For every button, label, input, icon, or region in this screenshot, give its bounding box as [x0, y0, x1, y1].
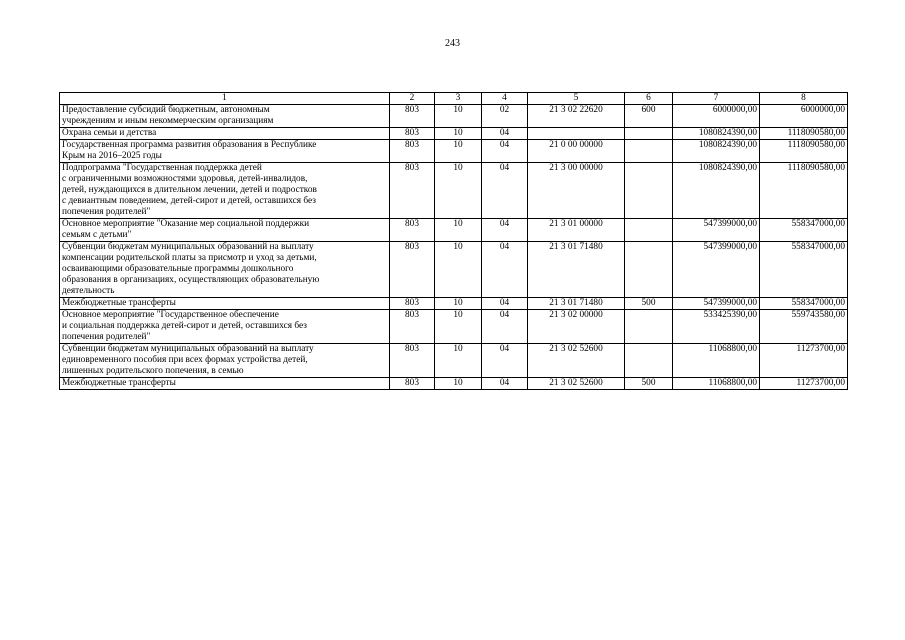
table-row [60, 140, 848, 163]
row-target-article: 21 3 00 00000 [528, 163, 625, 219]
column-header: 7 [673, 93, 760, 105]
row-amount-col7: 1080824390,00 [673, 140, 760, 163]
column-header: 4 [482, 93, 528, 105]
table-header-row [60, 93, 848, 105]
row-amount-col7: 533425390,00 [673, 310, 760, 344]
row-name: Охрана семьи и детства [60, 128, 390, 140]
row-amount-col8: 558347000,00 [760, 242, 848, 298]
row-ministry-code: 803 [390, 298, 435, 310]
row-subsection: 04 [482, 128, 528, 140]
row-section: 10 [435, 344, 482, 378]
row-amount-col8: 558347000,00 [760, 219, 848, 242]
row-section: 10 [435, 378, 482, 390]
row-section: 10 [435, 298, 482, 310]
table-row [60, 128, 848, 140]
row-expense-type [625, 310, 673, 344]
row-target-article: 21 3 02 52600 [528, 378, 625, 390]
table-row [60, 378, 848, 390]
row-name: Государственная программа развития образования в Республике Крым на 2016–2025 годы [60, 140, 390, 163]
row-ministry-code: 803 [390, 128, 435, 140]
row-amount-col8: 559743580,00 [760, 310, 848, 344]
row-target-article: 21 3 01 71480 [528, 298, 625, 310]
row-section: 10 [435, 128, 482, 140]
row-name: Межбюджетные трансферты [60, 378, 390, 390]
row-amount-col8: 11273700,00 [760, 344, 848, 378]
row-section: 10 [435, 140, 482, 163]
column-header: 2 [390, 93, 435, 105]
row-amount-col7: 547399000,00 [673, 219, 760, 242]
row-section: 10 [435, 105, 482, 128]
row-subsection: 04 [482, 344, 528, 378]
row-amount-col7: 1080824390,00 [673, 163, 760, 219]
column-header: 6 [625, 93, 673, 105]
budget-table [59, 92, 848, 390]
column-header: 3 [435, 93, 482, 105]
row-amount-col7: 11068800,00 [673, 378, 760, 390]
row-name: Субвенции бюджетам муниципальных образований на выплату компенсации родительской платы за присмотр и уход за детьми, осваивающими образовательные программы дошкольного образования в организациях, осуществляющих образовательную деятельность [60, 242, 390, 298]
row-section: 10 [435, 310, 482, 344]
row-target-article: 21 3 02 00000 [528, 310, 625, 344]
row-section: 10 [435, 242, 482, 298]
row-subsection: 04 [482, 242, 528, 298]
row-amount-col7: 6000000,00 [673, 105, 760, 128]
row-subsection: 04 [482, 219, 528, 242]
row-name: Предоставление субсидий бюджетным, автономным учреждениям и иным некоммерческим организациям [60, 105, 390, 128]
row-ministry-code: 803 [390, 242, 435, 298]
row-amount-col7: 547399000,00 [673, 298, 760, 310]
row-target-article: 21 0 00 00000 [528, 140, 625, 163]
table-row [60, 298, 848, 310]
row-expense-type: 500 [625, 378, 673, 390]
table-row [60, 242, 848, 298]
row-ministry-code: 803 [390, 163, 435, 219]
row-expense-type [625, 344, 673, 378]
row-name: Основное мероприятие "Государственное обеспечение и социальная поддержка детей-сирот и детей, оставшихся без попечения родителей" [60, 310, 390, 344]
row-name: Подпрограмма "Государственная поддержка детей с ограниченными возможностями здоровья, детей-инвалидов, детей, нуждающихся в длительном лечении, детей и подростков с девиантным поведением, детей-сирот и детей, оставшихся без попечения родителей" [60, 163, 390, 219]
row-amount-col7: 1080824390,00 [673, 128, 760, 140]
column-header: 1 [60, 93, 390, 105]
row-amount-col8: 1118090580,00 [760, 140, 848, 163]
row-ministry-code: 803 [390, 344, 435, 378]
page-number: 243 [445, 38, 460, 49]
row-expense-type [625, 163, 673, 219]
row-ministry-code: 803 [390, 378, 435, 390]
row-ministry-code: 803 [390, 310, 435, 344]
row-subsection: 04 [482, 163, 528, 219]
row-target-article [528, 128, 625, 140]
column-header: 5 [528, 93, 625, 105]
row-subsection: 04 [482, 378, 528, 390]
row-amount-col7: 547399000,00 [673, 242, 760, 298]
row-amount-col8: 1118090580,00 [760, 163, 848, 219]
row-target-article: 21 3 01 00000 [528, 219, 625, 242]
row-amount-col8: 6000000,00 [760, 105, 848, 128]
row-target-article: 21 3 01 71480 [528, 242, 625, 298]
row-subsection: 04 [482, 140, 528, 163]
row-amount-col8: 11273700,00 [760, 378, 848, 390]
row-subsection: 02 [482, 105, 528, 128]
row-ministry-code: 803 [390, 140, 435, 163]
row-expense-type [625, 128, 673, 140]
row-amount-col8: 558347000,00 [760, 298, 848, 310]
table-row [60, 310, 848, 344]
row-name: Основное мероприятие "Оказание мер социальной поддержки семьям с детьми" [60, 219, 390, 242]
row-ministry-code: 803 [390, 105, 435, 128]
row-name: Межбюджетные трансферты [60, 298, 390, 310]
table-row [60, 163, 848, 219]
row-expense-type: 500 [625, 298, 673, 310]
row-expense-type [625, 219, 673, 242]
table-row [60, 344, 848, 378]
row-subsection: 04 [482, 310, 528, 344]
column-header: 8 [760, 93, 848, 105]
table-row [60, 105, 848, 128]
row-expense-type: 600 [625, 105, 673, 128]
row-name: Субвенции бюджетам муниципальных образований на выплату единовременного пособия при всех формах устройства детей, лишенных родительского попечения, в семью [60, 344, 390, 378]
row-amount-col8: 1118090580,00 [760, 128, 848, 140]
row-subsection: 04 [482, 298, 528, 310]
row-target-article: 21 3 02 52600 [528, 344, 625, 378]
row-ministry-code: 803 [390, 219, 435, 242]
table-row [60, 219, 848, 242]
row-amount-col7: 11068800,00 [673, 344, 760, 378]
row-expense-type [625, 140, 673, 163]
row-target-article: 21 3 02 22620 [528, 105, 625, 128]
row-section: 10 [435, 163, 482, 219]
row-expense-type [625, 242, 673, 298]
row-section: 10 [435, 219, 482, 242]
